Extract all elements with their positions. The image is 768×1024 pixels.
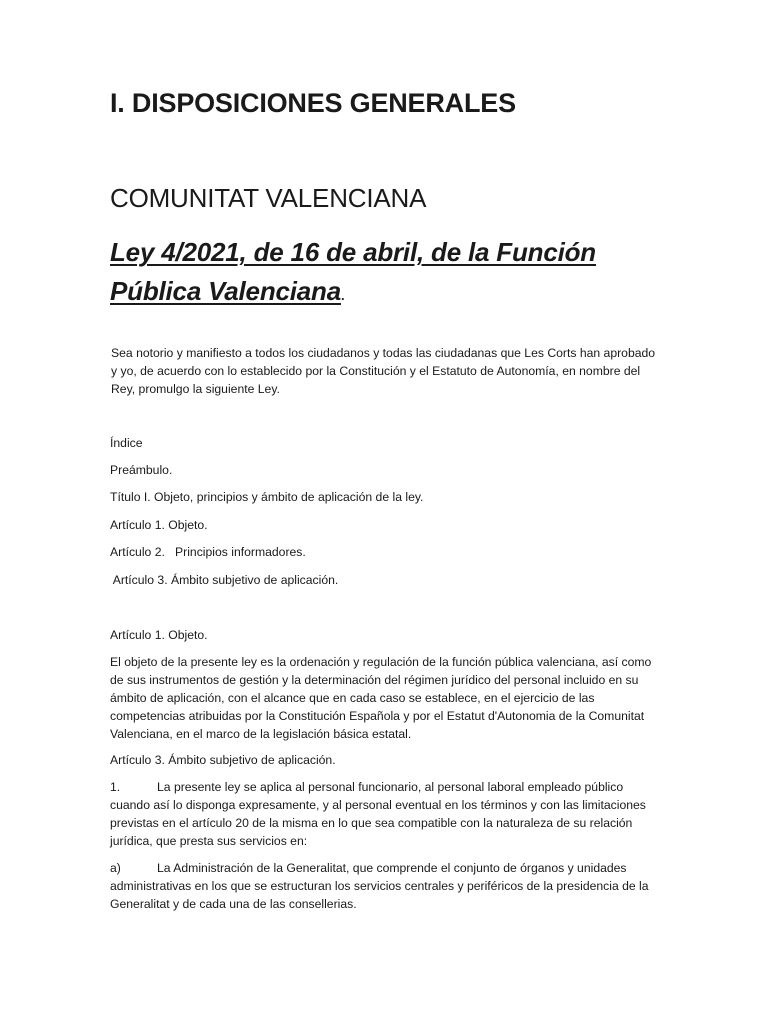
article3-heading: Artículo 3. Ámbito subjetivo de aplicación. xyxy=(110,753,336,767)
index-item: Artículo 1. Objeto. xyxy=(110,518,208,532)
region-heading: COMUNITAT VALENCIANA xyxy=(110,183,427,213)
index-item: Preámbulo. xyxy=(110,463,173,477)
law-title-line2: Pública Valenciana xyxy=(110,276,341,306)
law-title-period: . xyxy=(340,288,345,303)
section-heading: I. DISPOSICIONES GENERALES xyxy=(110,88,516,118)
article3-point1-text: La presente ley se aplica al personal funcionario, al personal laboral empleado público cuando así lo disponga expresamente, y al personal eventual en los términos y con las limitaciones previstas en el artículo 20 de la misma en lo que sea compatible con la naturaleza de su relación jurídica, que presta sus servicios en: xyxy=(110,780,646,848)
article3-point-a xyxy=(110,859,658,913)
article3-point1 xyxy=(110,778,656,850)
law-title xyxy=(110,233,670,315)
index-item: Artículo 3. Ámbito subjetivo de aplicación. xyxy=(110,573,339,587)
article1-heading: Artículo 1. Objeto. xyxy=(110,628,208,642)
law-title-line1: Ley 4/2021, de 16 de abril, de la Función xyxy=(110,237,596,267)
article3-point1-label: 1. xyxy=(110,780,121,794)
promulgation-paragraph: Sea notorio y manifiesto a todos los ciudadanos y todas las ciudadanas que Les Corts han aprobado y yo, de acuerdo con lo establecido por la Constitución y el Estatuto de Autonomía, en nombre del Rey, promulgo la siguiente Ley. xyxy=(111,346,656,396)
index-item: Artículo 2. Principios informadores. xyxy=(110,545,306,559)
article3-point-a-text: La Administración de la Generalitat, que comprende el conjunto de órganos y unidades administrativas en los que se estructuran los servicios centrales y periféricos de la presidencia de la Generalitat y de cada una de las consellerias. xyxy=(110,861,649,911)
index-title: Índice xyxy=(110,436,143,450)
index-item: Título I. Objeto, principios y ámbito de aplicación de la ley. xyxy=(110,490,424,504)
article1-text: El objeto de la presente ley es la ordenación y regulación de la función pública valenciana, así como de sus instrumentos de gestión y la determinación del régimen jurídico del personal incluido en su ámbito de aplicación, con el alcance que en cada caso se establece, en el ejercicio de las competencias atribuidas por la Constitución Española y por el Estatut d'Autonomia de la Comunitat Valenciana, en el marco de la legislación básica estatal. xyxy=(110,655,652,741)
article3-point-a-label: a) xyxy=(110,861,121,875)
